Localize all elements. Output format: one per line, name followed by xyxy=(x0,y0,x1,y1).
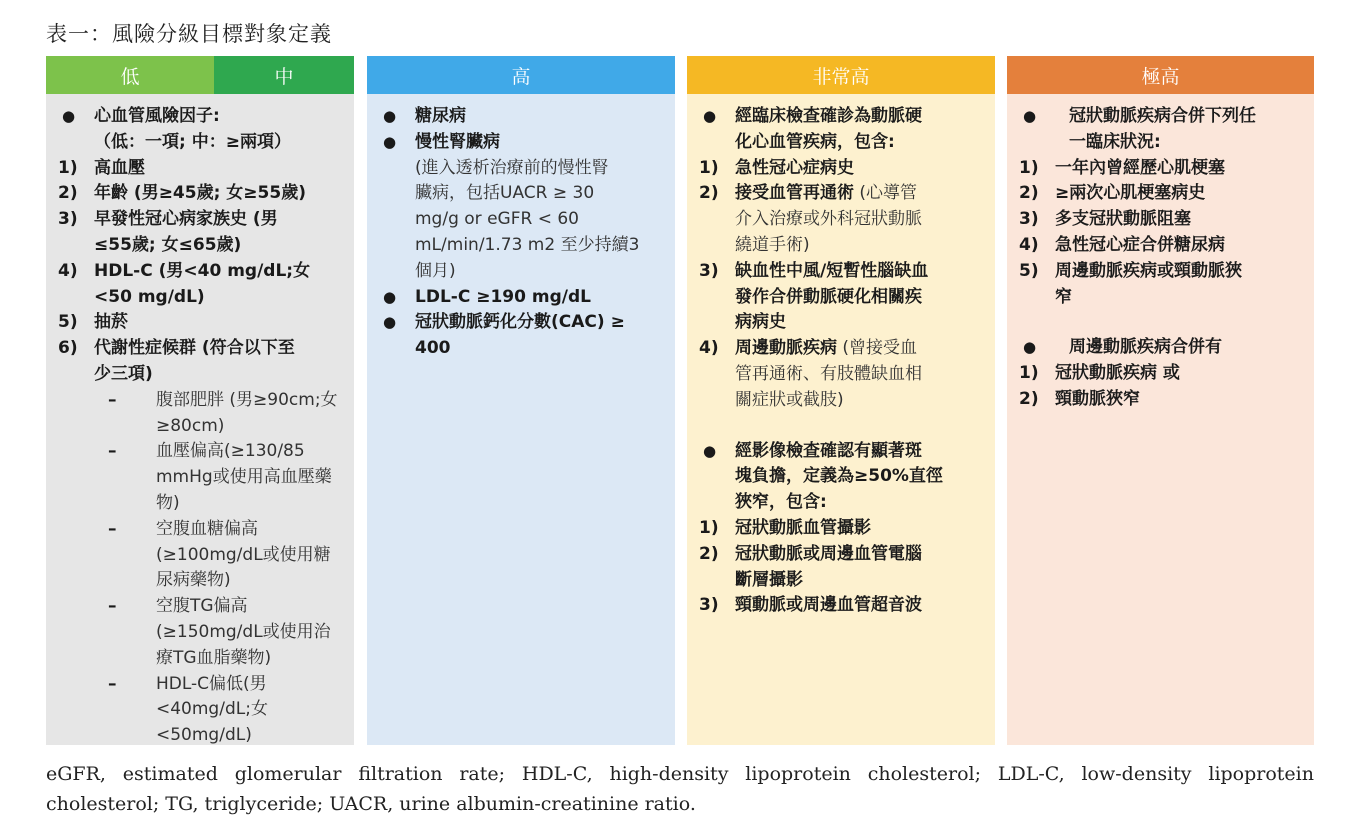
item-text: 慢性腎臟病 xyxy=(415,131,500,152)
list-item xyxy=(699,259,985,336)
section-heading xyxy=(699,439,985,516)
sub-item-text: <40mg/dL;女 xyxy=(156,699,268,720)
item-text: 發作合併動脈硬化相關疾 xyxy=(735,286,922,307)
list-item xyxy=(379,130,665,285)
list-item xyxy=(1019,387,1304,413)
list-item xyxy=(58,259,344,311)
list-item xyxy=(1019,207,1304,233)
sub-item-text: 腹部肥胖 (男≥90cm;女 xyxy=(156,389,338,410)
dash-icon: – xyxy=(108,389,117,410)
item-text: 多支冠狀動脈阻塞 xyxy=(1055,209,1191,230)
item-number: 5) xyxy=(1019,260,1039,281)
item-text: 急性冠心症合併糖尿病 xyxy=(1055,234,1225,255)
list-item xyxy=(1019,181,1304,207)
section-heading xyxy=(1019,104,1304,156)
item-note: 介入治療或外科冠狀動脈 xyxy=(735,209,922,230)
section-text: 狹窄，包含: xyxy=(735,492,827,513)
header-low: 低 xyxy=(46,56,214,94)
risk-factor-count-rule: （低：一項; 中：≥兩項） xyxy=(94,131,291,152)
item-number: 2) xyxy=(58,183,78,204)
section-text: 化心血管疾病，包含: xyxy=(735,131,895,152)
column-high xyxy=(367,94,675,745)
sub-item xyxy=(108,594,344,671)
list-item xyxy=(58,156,344,182)
bullet-icon: ● xyxy=(1023,338,1037,357)
sub-item xyxy=(108,439,344,516)
item-text: LDL-C ≥190 mg/dL xyxy=(415,286,591,307)
list-item xyxy=(58,336,344,388)
sub-item xyxy=(108,388,344,440)
risk-factor-title: 心血管風險因子: xyxy=(94,106,220,126)
sub-item-text: HDL-C偏低(男 xyxy=(156,673,267,694)
item-number: 2) xyxy=(1019,183,1039,204)
item-number: 4) xyxy=(1019,234,1039,255)
section-text: 塊負擔，定義為≥50%直徑 xyxy=(735,466,943,487)
item-text: 一年內曾經歷心肌梗塞 xyxy=(1055,157,1225,178)
item-text: 少三項) xyxy=(94,363,153,384)
column-very-high xyxy=(687,94,995,745)
sub-item-text: 空腹TG偏高 xyxy=(156,596,248,617)
header-very-high: 非常高 xyxy=(687,56,995,94)
list-item xyxy=(379,310,665,362)
item-text: 頸動脈狹窄 xyxy=(1055,388,1140,409)
item-text: HDL-C (男<40 mg/dL;女 xyxy=(94,260,311,281)
item-number: 2) xyxy=(699,543,719,564)
sub-item-text: 空腹血糖偏高 xyxy=(156,518,258,539)
item-number: 6) xyxy=(58,338,78,359)
ckd-note: mL/min/1.73 m2 至少持續3 xyxy=(415,234,640,255)
item-text: 接受血管再通術 xyxy=(735,183,854,204)
item-text: 冠狀動脈血管攝影 xyxy=(735,517,871,538)
item-note: 繞道手術) xyxy=(735,234,810,255)
table-title: 表一：風險分級目標對象定義 xyxy=(46,22,332,46)
item-number: 4) xyxy=(58,260,78,281)
sub-item-text: (≥150mg/dL或使用治 xyxy=(156,621,331,642)
sub-item xyxy=(108,672,344,749)
list-item xyxy=(699,156,985,182)
section-text: 一臨床狀況: xyxy=(1069,131,1161,152)
bullet-icon: ● xyxy=(383,107,397,125)
item-number: 2) xyxy=(1019,388,1039,409)
ckd-note: 個月) xyxy=(415,260,456,281)
item-text: 糖尿病 xyxy=(415,106,466,126)
item-number: 4) xyxy=(699,338,719,359)
header-extreme: 極高 xyxy=(1007,56,1314,94)
sub-item-text: 血壓偏高(≥130/85 xyxy=(156,441,305,462)
section-heading xyxy=(699,104,985,156)
list-item xyxy=(699,181,985,258)
item-text: 周邊動脈疾病 xyxy=(735,338,837,359)
spacer xyxy=(1019,310,1304,335)
bullet-icon: ● xyxy=(383,287,397,306)
list-item xyxy=(379,285,665,311)
sub-item-text: <50mg/dL) xyxy=(156,725,252,746)
spacer xyxy=(699,414,985,439)
dash-icon: – xyxy=(108,518,117,539)
item-number: 1) xyxy=(699,517,719,538)
item-number: 1) xyxy=(1019,157,1039,178)
section-text: 周邊動脈疾病合併有 xyxy=(1069,337,1222,358)
item-text: 高血壓 xyxy=(94,157,145,178)
item-text: 頸動脈或周邊血管超音波 xyxy=(735,595,922,616)
item-text: 缺血性中風/短暫性腦缺血 xyxy=(735,260,929,281)
item-number: 3) xyxy=(699,260,719,281)
item-number: 3) xyxy=(1019,209,1039,230)
ckd-note: (進入透析治療前的慢性腎 xyxy=(415,157,609,178)
item-number: 3) xyxy=(699,595,719,616)
item-text: 病病史 xyxy=(735,312,786,333)
item-text: 斷層攝影 xyxy=(735,569,803,590)
section-text: 經臨床檢查確診為動脈硬 xyxy=(735,106,922,126)
item-note: 管再通術、有肢體缺血相 xyxy=(735,363,922,384)
ckd-note: 臟病，包括UACR ≥ 30 xyxy=(415,183,595,204)
bullet-icon: ● xyxy=(703,441,717,460)
item-text: 冠狀動脈疾病 或 xyxy=(1055,363,1180,384)
item-number: 1) xyxy=(58,157,78,178)
sub-item-text: ≥80cm) xyxy=(156,415,225,436)
sub-item-text: 療TG血脂藥物) xyxy=(156,647,272,668)
bullet-icon: ● xyxy=(383,132,397,151)
ckd-note: mg/g or eGFR < 60 xyxy=(415,209,579,230)
sub-item-text: (≥100mg/dL或使用糖 xyxy=(156,544,331,565)
list-item xyxy=(1019,259,1304,311)
list-item xyxy=(1019,156,1304,182)
bullet-icon: ● xyxy=(1023,107,1037,125)
item-note: (曾接受血 xyxy=(837,338,918,359)
column-low-mid xyxy=(46,94,354,745)
list-item xyxy=(379,104,665,130)
item-text: 早發性冠心病家族史 (男 xyxy=(94,209,278,230)
item-text: 代謝性症候群 (符合以下至 xyxy=(94,338,295,359)
header-mid: 中 xyxy=(214,56,354,94)
section-heading xyxy=(1019,335,1304,361)
item-number: 3) xyxy=(58,209,78,230)
header-high: 高 xyxy=(367,56,675,94)
bullet-icon: ● xyxy=(703,107,717,125)
risk-factor-heading xyxy=(58,104,344,156)
list-item xyxy=(699,593,985,619)
item-number: 2) xyxy=(699,183,719,204)
sub-item-text: mmHg或使用高血壓藥 xyxy=(156,467,332,488)
list-item xyxy=(699,542,985,594)
item-text: 冠狀動脈或周邊血管電腦 xyxy=(735,543,922,564)
item-note: (心導管 xyxy=(854,183,918,204)
sub-item-text: 尿病藥物) xyxy=(156,570,231,591)
list-item xyxy=(58,310,344,336)
list-item xyxy=(699,516,985,542)
list-item xyxy=(58,207,344,259)
item-text: 急性冠心症病史 xyxy=(735,157,854,178)
list-item xyxy=(699,336,985,413)
section-text: 經影像檢查確認有顯著斑 xyxy=(735,440,922,461)
dash-icon: – xyxy=(108,596,117,617)
bullet-icon: ● xyxy=(383,313,397,332)
list-item xyxy=(1019,361,1304,387)
footnote: eGFR, estimated glomerular filtration rate; HDL-C, high-density lipoprotein cholesterol; LDL-C, low-density lipoprotein cholesterol; TG, triglyceride; UACR, urine albumin-creatinine ratio. xyxy=(46,763,1314,815)
item-number: 1) xyxy=(1019,363,1039,384)
item-text: 抽菸 xyxy=(94,312,128,333)
item-text: 窄 xyxy=(1055,286,1072,307)
item-text: 周邊動脈疾病或頸動脈狹 xyxy=(1055,260,1242,281)
section-text: 冠狀動脈疾病合併下列任 xyxy=(1069,106,1256,126)
sub-item-text: 物) xyxy=(156,492,180,513)
item-text: ≤55歲; 女≤65歲) xyxy=(94,234,242,255)
dash-icon: – xyxy=(108,441,117,462)
bullet-icon: ● xyxy=(62,107,76,125)
item-number: 5) xyxy=(58,312,78,333)
item-text: 400 xyxy=(415,338,451,359)
item-text: ≥兩次心肌梗塞病史 xyxy=(1055,183,1206,204)
column-extreme xyxy=(1007,94,1314,745)
item-text: <50 mg/dL) xyxy=(94,286,205,307)
list-item xyxy=(1019,233,1304,259)
dash-icon: – xyxy=(108,673,117,694)
item-text: 年齡 (男≥45歲; 女≥55歲) xyxy=(94,183,306,204)
item-note: 關症狀或截肢) xyxy=(735,389,844,410)
list-item xyxy=(58,181,344,207)
sub-item xyxy=(108,517,344,594)
item-number: 1) xyxy=(699,157,719,178)
item-text: 冠狀動脈鈣化分數(CAC) ≥ xyxy=(415,312,625,333)
